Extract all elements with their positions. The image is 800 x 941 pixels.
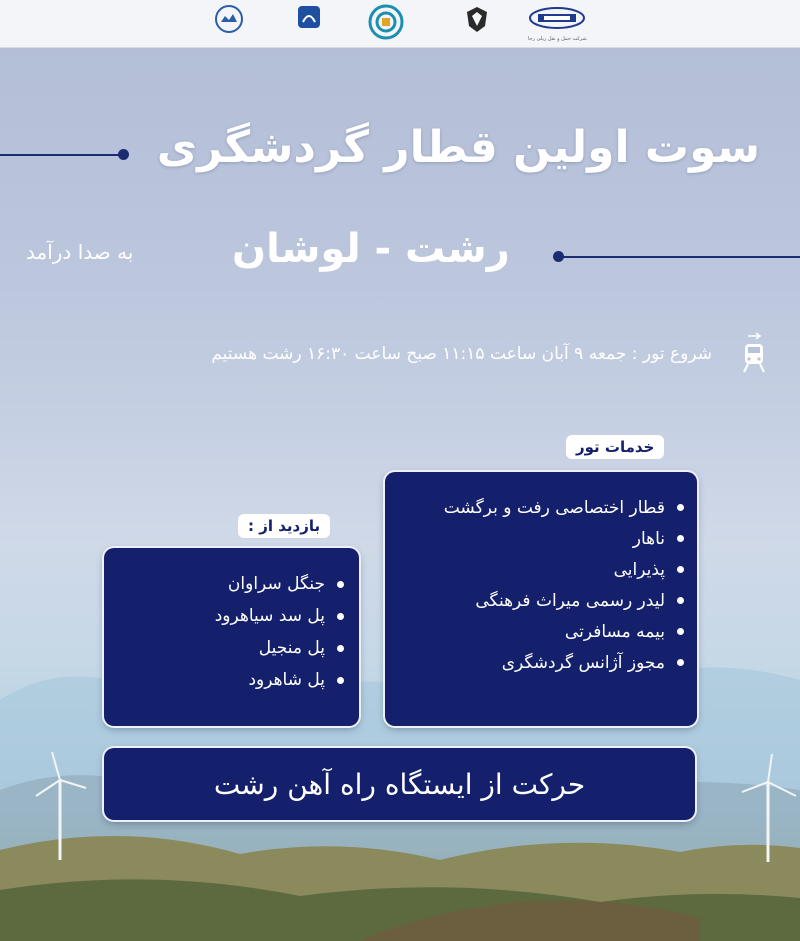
accent-line bbox=[560, 256, 800, 258]
list-item: مجوز آژانس گردشگری bbox=[444, 647, 684, 678]
list-item: جنگل سراوان bbox=[215, 568, 344, 600]
wind-turbine-icon bbox=[738, 752, 798, 862]
headline-title: سوت اولین قطار گردشگری bbox=[156, 122, 760, 173]
departure-banner bbox=[104, 748, 695, 820]
train-icon bbox=[740, 332, 768, 374]
bullet-icon bbox=[677, 628, 684, 635]
bullet-icon bbox=[677, 597, 684, 604]
cultural-heritage-logo bbox=[296, 4, 322, 34]
visits-list bbox=[215, 568, 344, 696]
bullet-icon bbox=[677, 504, 684, 511]
services-title: خدمات تور bbox=[566, 435, 664, 459]
accent-dot bbox=[118, 149, 129, 160]
route-title: رشت - لوشان bbox=[232, 226, 510, 272]
iranian-railway-logo bbox=[462, 4, 492, 34]
list-item: پل منجیل bbox=[215, 632, 344, 664]
bullet-icon bbox=[337, 677, 344, 684]
heritage-emblem-icon bbox=[296, 4, 322, 34]
province-emblem-icon bbox=[214, 4, 244, 34]
bullet-icon bbox=[337, 581, 344, 588]
route-subtitle: به صدا درآمد bbox=[26, 240, 134, 264]
bullet-icon bbox=[337, 645, 344, 652]
list-item: ناهار bbox=[444, 523, 684, 554]
list-item: پل شاهرود bbox=[215, 664, 344, 696]
bullet-icon bbox=[677, 566, 684, 573]
services-list bbox=[444, 492, 684, 678]
tourism-logo bbox=[368, 4, 404, 40]
logo-strip bbox=[0, 0, 800, 48]
bullet-icon bbox=[677, 535, 684, 542]
list-item: لیدر رسمی میراث فرهنگی bbox=[444, 585, 684, 616]
list-item: بیمه مسافرتی bbox=[444, 616, 684, 647]
accent-line bbox=[0, 154, 120, 156]
railway-company-logo-icon bbox=[528, 4, 586, 34]
departure-text: حرکت از ایستگاه راه آهن رشت bbox=[213, 767, 586, 801]
railway-company-logo bbox=[528, 4, 587, 42]
wind-turbine-icon bbox=[30, 750, 90, 860]
list-item: پذیرایی bbox=[444, 554, 684, 585]
bullet-icon bbox=[677, 659, 684, 666]
emblem-icon bbox=[462, 4, 492, 34]
tourism-emblem-icon bbox=[368, 4, 404, 40]
railway-company-logo-caption: شرکت حمل و نقل ریلی رجا bbox=[528, 36, 587, 42]
list-item: قطار اختصاصی رفت و برگشت bbox=[444, 492, 684, 523]
list-item: پل سد سیاهرود bbox=[215, 600, 344, 632]
province-logo bbox=[214, 4, 244, 34]
tour-start-text: شروع تور : جمعه ۹ آبان ساعت ۱۱:۱۵ صبح ساعت ۱۶:۳۰ رشت هستیم bbox=[211, 344, 712, 364]
accent-dot bbox=[553, 251, 564, 262]
visits-title: بازدید از : bbox=[238, 514, 330, 538]
bullet-icon bbox=[337, 613, 344, 620]
